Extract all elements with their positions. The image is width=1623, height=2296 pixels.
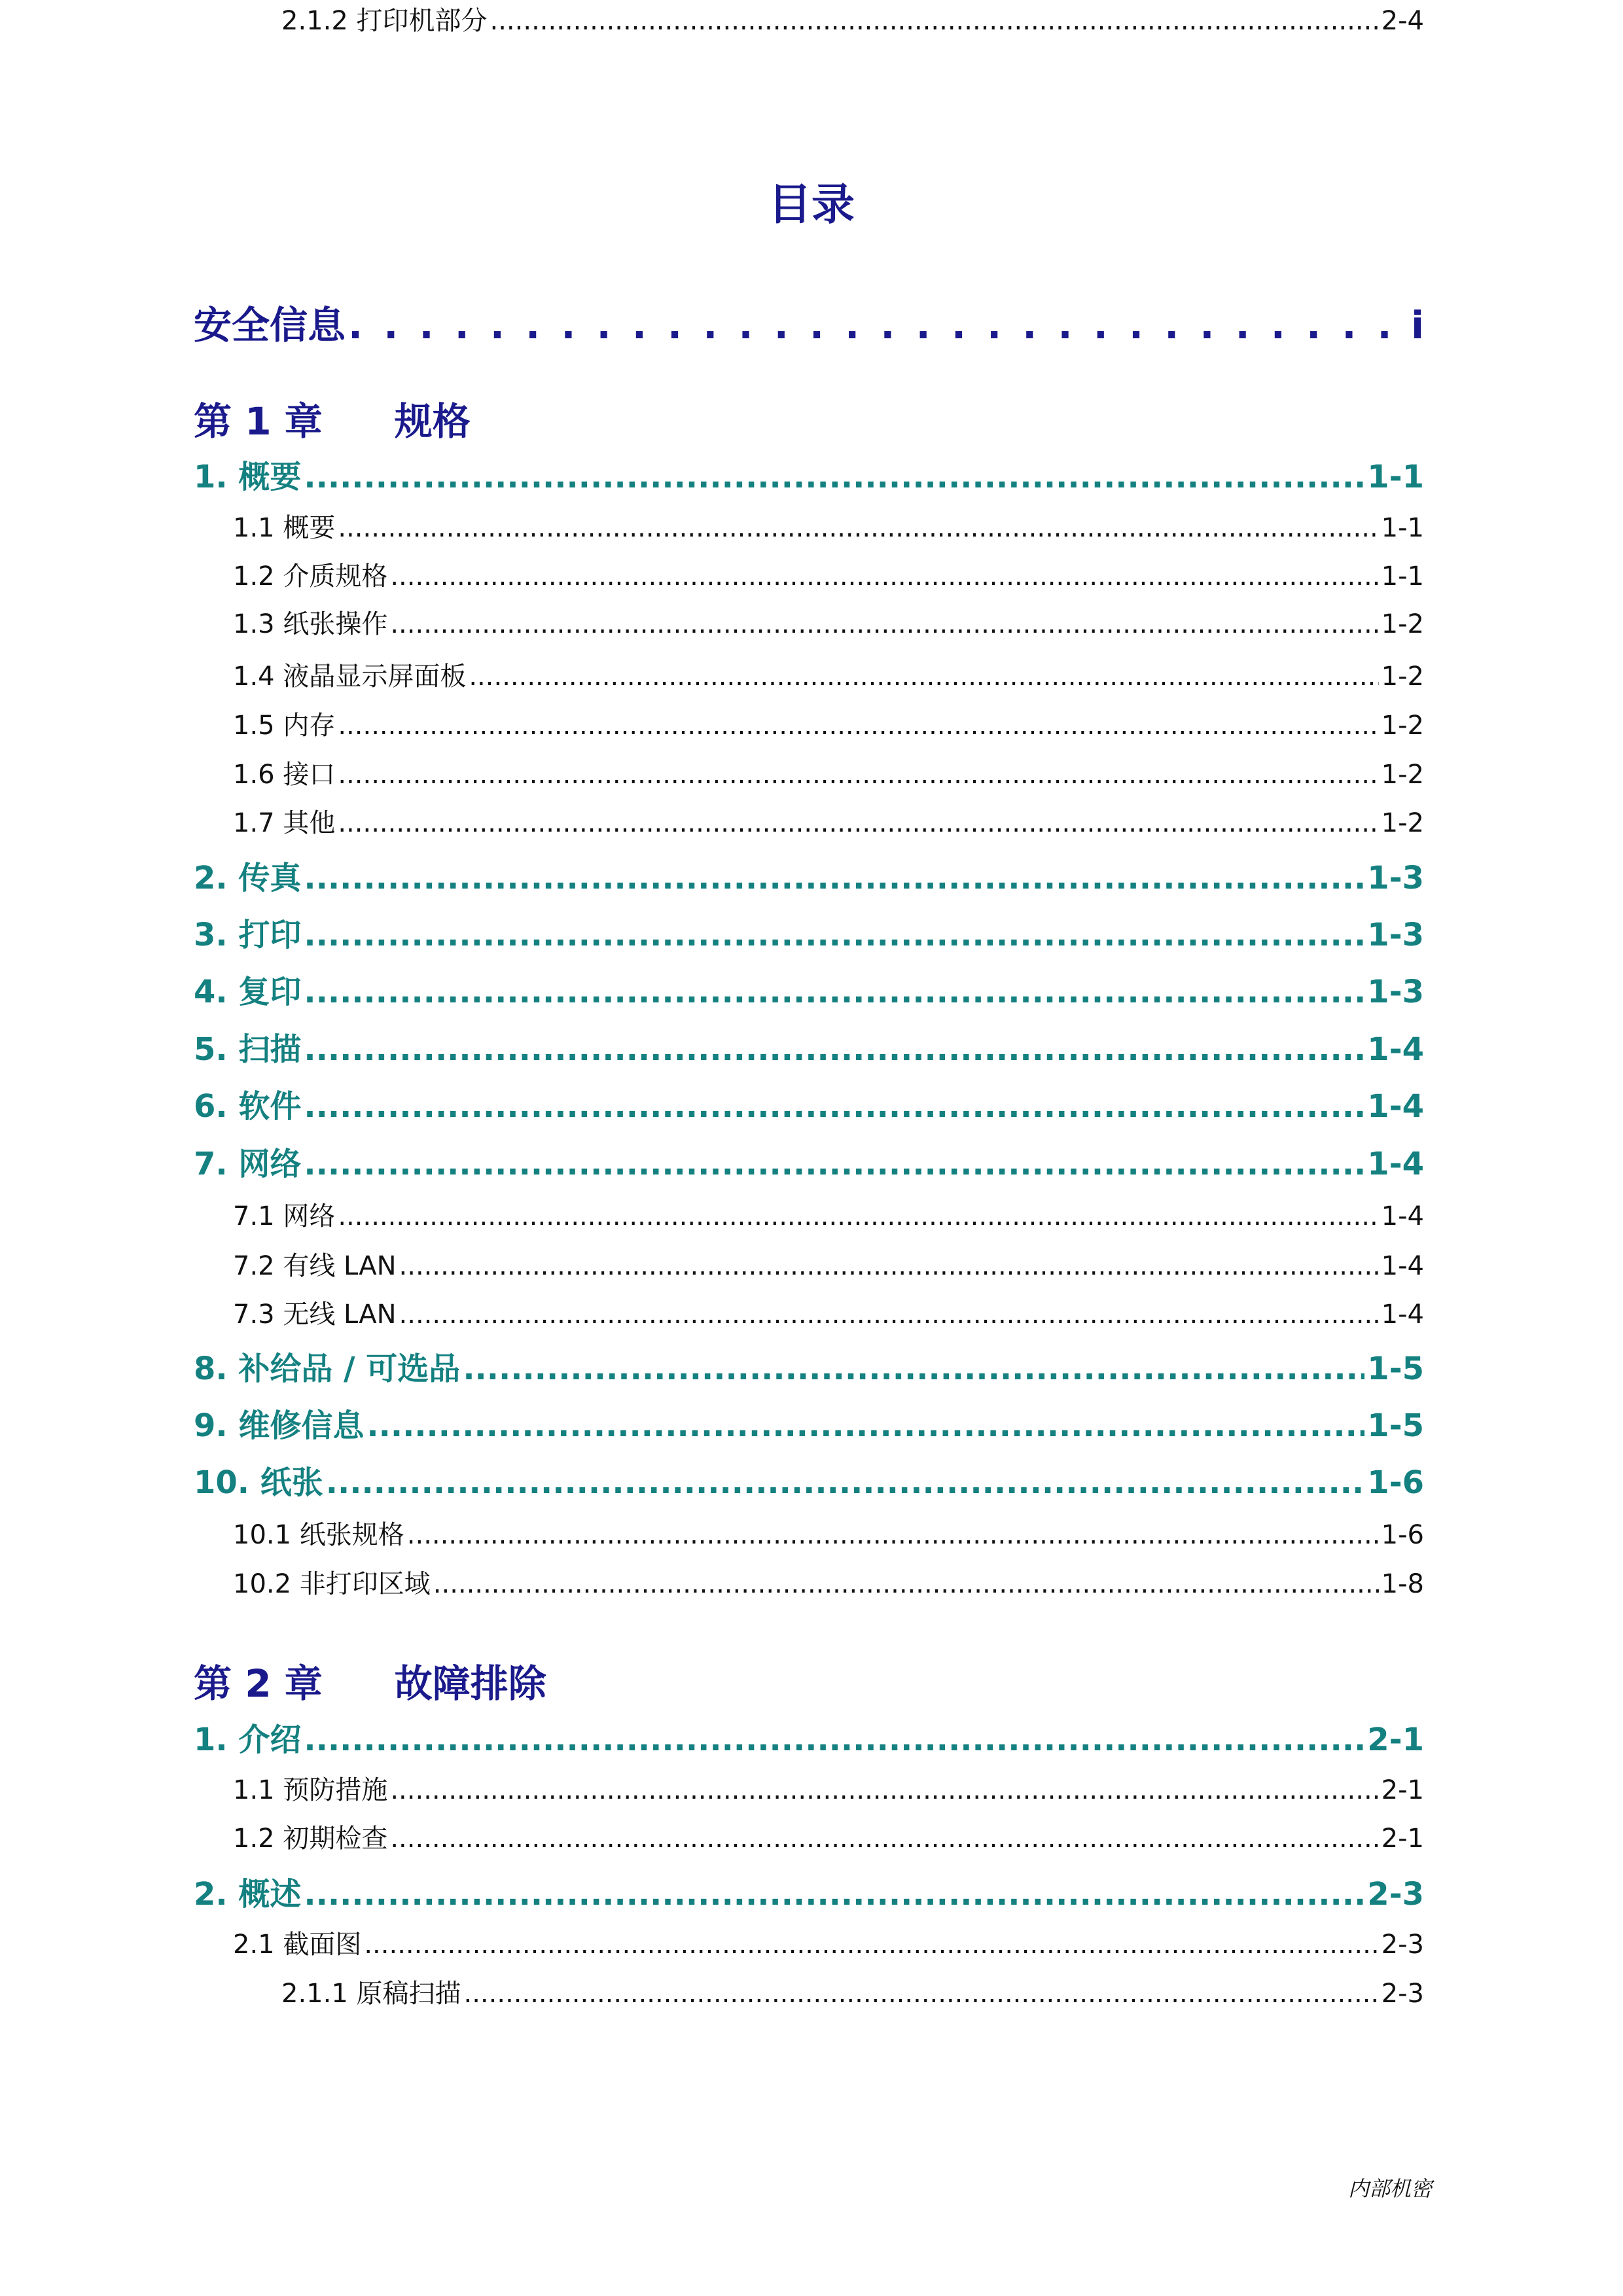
toc-entry-page: 2-3: [1381, 1930, 1424, 1960]
toc-entry-label: 4. 复印: [194, 974, 302, 1010]
toc-entry-label: 2.1.2 打印机部分: [281, 6, 488, 36]
toc-entry-page: 1-2: [1381, 662, 1424, 692]
confidential-footer: 内部机密: [1348, 2176, 1433, 2201]
dot-leader: [304, 1722, 1364, 1758]
dot-leader: [390, 1775, 1378, 1805]
toc-entry-page: 1-2: [1381, 609, 1424, 639]
dot-leader: [469, 662, 1378, 692]
toc-entry-page: 1-1: [1381, 561, 1424, 592]
chapter-heading: [194, 1657, 546, 1710]
toc-entry-label: 7. 网络: [194, 1146, 302, 1182]
toc-entry[interactable]: [233, 1563, 1424, 1600]
toc-entry[interactable]: [233, 1924, 1424, 1960]
dot-leader: [463, 1351, 1364, 1387]
chapter-number: 第 1 章: [194, 399, 323, 444]
toc-entry-label: 1.4 液晶显示屏面板: [233, 662, 467, 692]
toc-entry-label: 2.1.1 原稿扫描: [281, 1979, 461, 2009]
dot-leader: [304, 459, 1364, 495]
toc-entry[interactable]: [233, 802, 1424, 839]
toc-entry[interactable]: [194, 1024, 1424, 1067]
dot-leader: [433, 1569, 1379, 1599]
toc-entry-label: 1.3 纸张操作: [233, 609, 388, 639]
dot-leader: [326, 1464, 1365, 1501]
toc-entry[interactable]: [233, 1514, 1424, 1551]
toc-entry-label: 1.1 概要: [233, 513, 336, 543]
toc-entry-label: 7.2 有线 LAN: [233, 1251, 397, 1281]
toc-entry[interactable]: [194, 1457, 1424, 1500]
chapter-name: 故障排除: [394, 1661, 546, 1706]
chapter-number: 第 2 章: [194, 1661, 323, 1706]
toc-entry[interactable]: [194, 1869, 1424, 1912]
dot-leader: [304, 860, 1364, 896]
toc-entry-label: 6. 软件: [194, 1088, 302, 1125]
toc-entry[interactable]: [233, 1818, 1424, 1854]
toc-entry-page: 1-8: [1381, 1569, 1424, 1599]
page-title: 目录: [768, 179, 855, 230]
dot-leader: [304, 1146, 1364, 1182]
toc-entry-label: 1.6 接口: [233, 760, 336, 790]
toc-entry-page: 1-1: [1367, 459, 1424, 495]
toc-entry-label: 8. 补给品 / 可选品: [194, 1351, 461, 1387]
toc-entry-page: 1-2: [1381, 760, 1424, 790]
toc-entry-page: 1-5: [1367, 1407, 1424, 1444]
toc-entry[interactable]: [194, 451, 1424, 495]
toc-entry[interactable]: [194, 966, 1424, 1010]
dot-leader: [304, 1876, 1364, 1913]
toc-entry[interactable]: [281, 0, 1424, 37]
toc-entry-label: 1.2 介质规格: [233, 561, 388, 592]
toc-entry-label: 1.5 内存: [233, 711, 336, 741]
toc-entry[interactable]: [233, 603, 1424, 640]
dot-leader: [338, 711, 1378, 741]
toc-entry[interactable]: [194, 910, 1424, 953]
toc-entry-page: 1-4: [1381, 1251, 1424, 1281]
toc-entry[interactable]: [194, 853, 1424, 896]
dot-leader: [364, 1930, 1378, 1960]
dot-leader: [338, 760, 1378, 790]
toc-entry[interactable]: [233, 507, 1424, 544]
toc-entry-label: 1. 概要: [194, 459, 302, 495]
toc-entry-page: 1-3: [1367, 860, 1424, 896]
toc-entry-label: 1. 介绍: [194, 1722, 302, 1758]
dot-leader: [338, 1201, 1378, 1231]
toc-entry-page: 2-1: [1367, 1722, 1424, 1758]
toc-entry-page: 1-4: [1381, 1299, 1424, 1330]
toc-entry-page: 1-4: [1367, 1088, 1424, 1125]
toc-entry-page: 1-2: [1381, 711, 1424, 741]
chapter-heading: [194, 395, 471, 448]
dot-leader: [490, 6, 1379, 36]
dot-leader: [304, 974, 1364, 1010]
toc-entry-label: 7.3 无线 LAN: [233, 1299, 397, 1330]
toc-entry-safety[interactable]: [194, 294, 1424, 347]
toc-entry-label: 10.1 纸张规格: [233, 1520, 404, 1550]
toc-entry[interactable]: [194, 1714, 1424, 1757]
toc-entry-page: 1-4: [1367, 1031, 1424, 1068]
toc-entry-page: 1-4: [1381, 1201, 1424, 1231]
toc-entry-label: 安全信息: [194, 303, 346, 347]
toc-entry-page: 2-3: [1381, 1979, 1424, 2009]
toc-entry-page: 1-4: [1367, 1146, 1424, 1182]
toc-entry[interactable]: [194, 1400, 1424, 1443]
toc-entry[interactable]: [233, 1195, 1424, 1232]
toc-entry[interactable]: [233, 656, 1424, 692]
toc-entry[interactable]: [281, 1973, 1424, 2009]
toc-entry-label: 1.2 初期检查: [233, 1824, 388, 1854]
dot-leader: [390, 609, 1378, 639]
toc-entry[interactable]: [233, 1294, 1424, 1330]
toc-entry-page: 2-3: [1367, 1876, 1424, 1913]
toc-entry-page: 1-6: [1381, 1520, 1424, 1550]
dot-leader: [304, 1088, 1364, 1125]
toc-entry-page: 2-4: [1381, 6, 1424, 36]
toc-entry[interactable]: [233, 1769, 1424, 1806]
toc-entry-label: 7.1 网络: [233, 1201, 336, 1231]
toc-entry-page: 2-1: [1381, 1824, 1424, 1854]
toc-entry-label: 5. 扫描: [194, 1031, 302, 1068]
toc-entry-label: 2.1 截面图: [233, 1930, 362, 1960]
dot-leader: [304, 1031, 1364, 1068]
toc-entry-label: 1.1 预防措施: [233, 1775, 388, 1805]
toc-entry-page: i: [1411, 303, 1424, 347]
toc-entry[interactable]: [194, 1139, 1424, 1182]
toc-entry-page: 2-1: [1381, 1775, 1424, 1805]
toc-entry-page: 1-2: [1381, 808, 1424, 838]
toc-entry-label: 1.7 其他: [233, 808, 336, 838]
toc-entry[interactable]: [233, 556, 1424, 592]
dot-leader: [338, 513, 1378, 543]
toc-entry[interactable]: [194, 1343, 1424, 1386]
toc-entry-page: 1-3: [1367, 974, 1424, 1010]
toc-entry[interactable]: [233, 705, 1424, 741]
toc-entry[interactable]: [233, 754, 1424, 790]
dot-leader: [390, 1824, 1378, 1854]
dot-leader: [304, 917, 1364, 953]
toc-entry-label: 10. 纸张: [194, 1464, 323, 1501]
dot-leader: [407, 1520, 1379, 1550]
toc-entry-page: 1-1: [1381, 513, 1424, 543]
toc-entry-page: 1-5: [1367, 1351, 1424, 1387]
toc-entry-label: 2. 概述: [194, 1876, 302, 1913]
toc-entry-label: 3. 打印: [194, 917, 302, 953]
toc-entry-page: 1-3: [1367, 917, 1424, 953]
toc-entry[interactable]: [233, 1245, 1424, 1282]
toc-entry-label: 10.2 非打印区域: [233, 1569, 431, 1599]
dot-leader: [464, 1979, 1379, 2009]
toc-entry-label: 2. 传真: [194, 860, 302, 896]
dot-leader: [390, 561, 1378, 592]
dot-leader: [338, 808, 1378, 838]
dot-leader: [399, 1299, 1379, 1330]
toc-entry-label: 9. 维修信息: [194, 1407, 365, 1444]
toc-entry[interactable]: [194, 1081, 1424, 1124]
dot-leader: [399, 1251, 1379, 1281]
dot-leader: [366, 1407, 1364, 1444]
toc-entry-page: 1-6: [1367, 1464, 1424, 1501]
chapter-name: 规格: [394, 399, 471, 444]
dot-leader: [348, 303, 1395, 347]
